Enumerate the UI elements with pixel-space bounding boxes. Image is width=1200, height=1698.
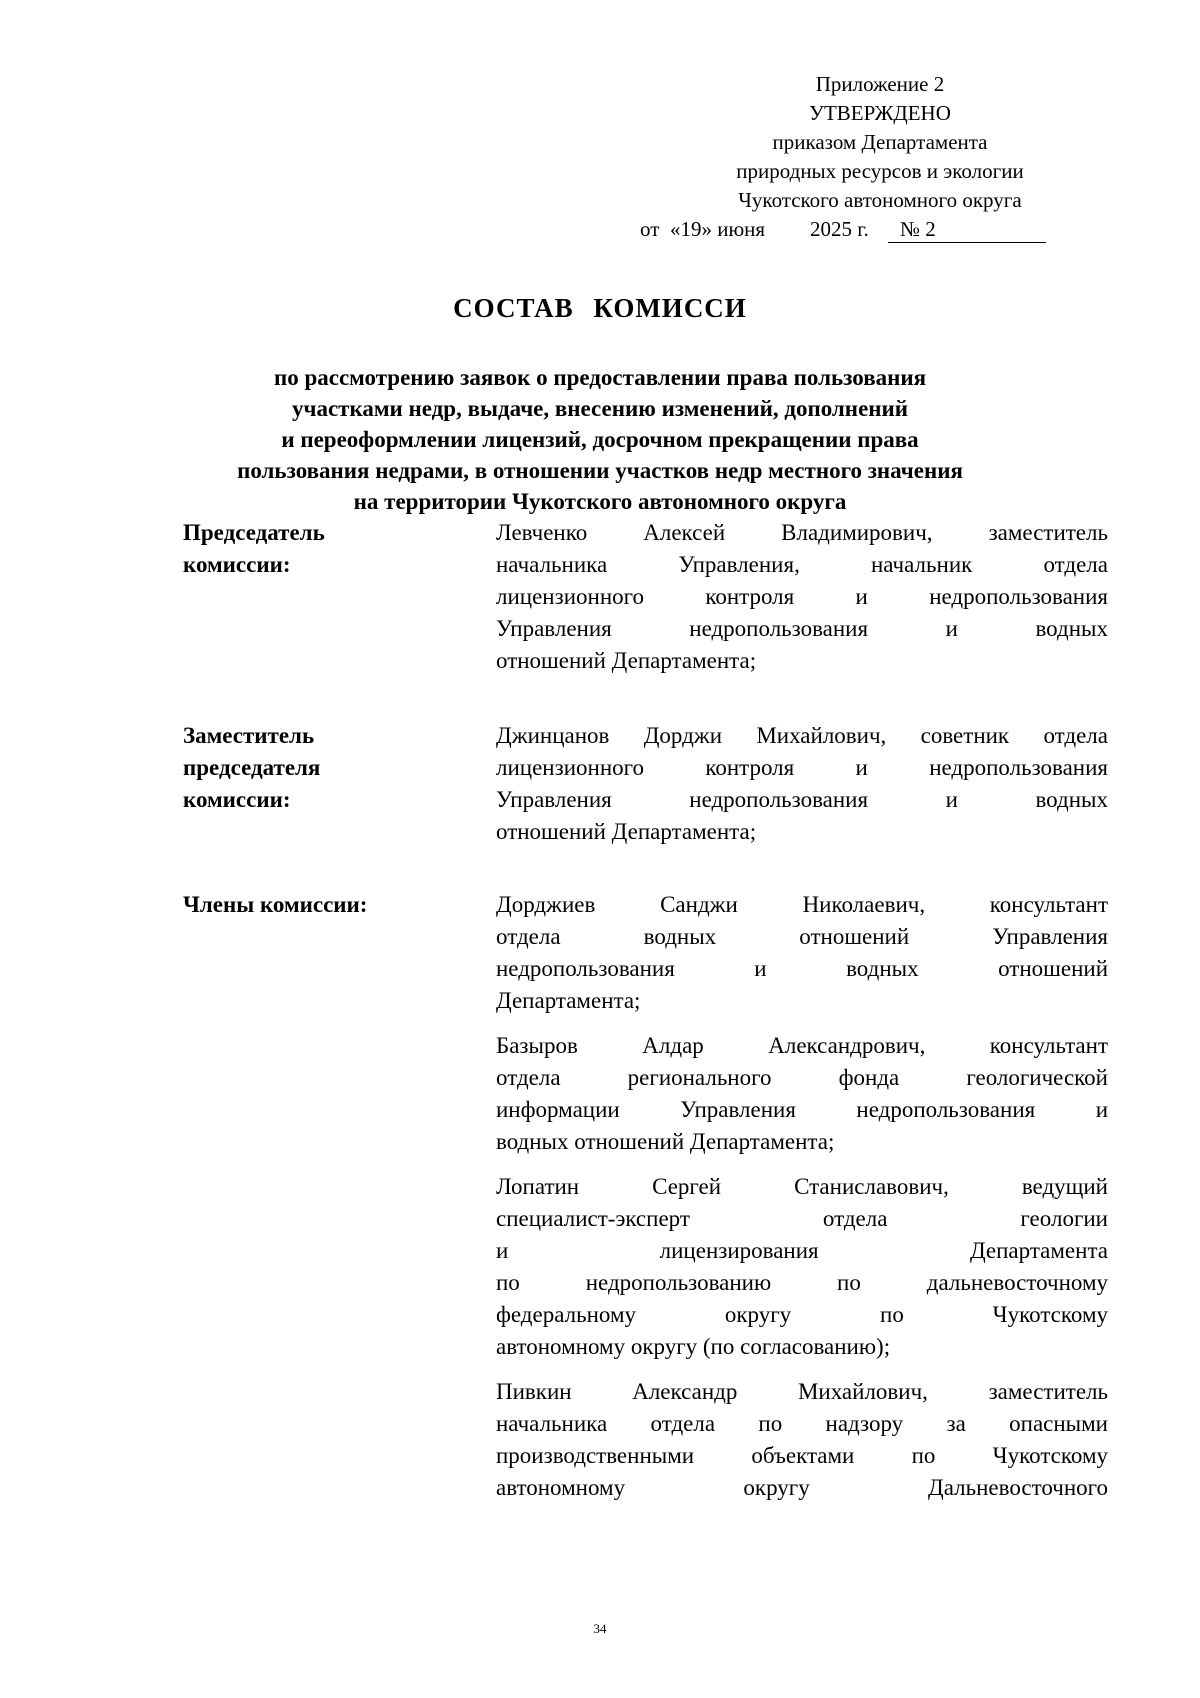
deputy-description [496, 720, 1108, 848]
desc-line: Джинцанов Дорджи Михайлович, советник отдела [496, 723, 1108, 748]
approval-line-approved: УТВЕРЖДЕНО [809, 101, 951, 125]
desc-line: Базыров Алдар Александрович, консультант [496, 1033, 1108, 1058]
member-entry [496, 1376, 1108, 1504]
desc-line: и лицензирования Департамента [496, 1238, 1108, 1263]
desc-line: начальника отдела по надзору за опасными [496, 1411, 1108, 1436]
desc-line: Управления недропользования и водных [496, 616, 1108, 641]
desc-line: по недропользованию по дальневосточному [496, 1270, 1108, 1295]
desc-line: федеральному округу по Чукотскому [496, 1302, 1108, 1327]
desc-line: специалист-эксперт отдела геологии [496, 1206, 1108, 1231]
subtitle-line: и переоформлении лицензий, досрочном прекращении права [281, 427, 919, 452]
date-year: 2025 г. [810, 217, 869, 241]
order-number: № 2 [900, 217, 936, 241]
desc-line: водных отношений Департамента; [496, 1129, 835, 1154]
desc-line: Пивкин Александр Михайлович, заместитель [496, 1379, 1108, 1404]
document-title: СОСТАВ КОМИССИ [453, 293, 747, 323]
role-line: комиссии: [183, 787, 291, 812]
members-role [183, 889, 473, 921]
role-line: председателя [183, 755, 321, 780]
desc-line: лицензионного контроля и недропользования [496, 584, 1108, 609]
deputy-role [183, 720, 473, 816]
desc-line: Дорджиев Санджи Николаевич, консультант [496, 892, 1108, 917]
approval-line-appendix: Приложение 2 [815, 72, 945, 96]
desc-line: Левченко Алексей Владимирович, заместитель [496, 520, 1108, 545]
approval-block [640, 70, 1120, 244]
approval-line-department: природных ресурсов и экологии [736, 159, 1024, 183]
desc-line: отдела водных отношений Управления [496, 924, 1108, 949]
desc-line: недропользования и водных отношений [496, 956, 1108, 981]
approval-line-order: приказом Департамента [772, 130, 988, 154]
role-line: Члены комиссии: [183, 892, 368, 917]
desc-line: лицензионного контроля и недропользования [496, 755, 1108, 780]
member-entry [496, 889, 1108, 1017]
subtitle-line: участками недр, выдаче, внесению изменений, дополнений [291, 396, 909, 421]
desc-line: информации Управления недропользования и [496, 1097, 1108, 1122]
members-list [496, 889, 1108, 1504]
desc-line: начальника Управления, начальник отдела [496, 552, 1108, 577]
approval-date-line [640, 215, 1120, 244]
subtitle-line: по рассмотрению заявок о предоставлении права пользования [273, 365, 927, 390]
date-day-month: «19» июня [670, 217, 766, 241]
chairman-description [496, 517, 1108, 677]
subtitle-line: пользования недрами, в отношении участков недр местного значения [237, 458, 963, 483]
desc-line: отношений Департамента; [496, 648, 757, 673]
desc-line: Лопатин Сергей Станиславович, ведущий [496, 1174, 1108, 1199]
document-subtitle [130, 362, 1070, 517]
page-number: 34 [593, 1621, 607, 1636]
desc-line: Управления недропользования и водных [496, 787, 1108, 812]
role-line: Заместитель [183, 723, 315, 748]
desc-line: Департамента; [496, 988, 641, 1013]
approval-line-region: Чукотского автономного округа [738, 188, 1022, 212]
chairman-role [183, 517, 473, 581]
role-line: комиссии: [183, 552, 291, 577]
member-entry [496, 1030, 1108, 1158]
desc-line: автономному округу Дальневосточного [496, 1475, 1108, 1500]
desc-line: отдела регионального фонда геологической [496, 1065, 1108, 1090]
subtitle-line: на территории Чукотского автономного округа [353, 489, 847, 514]
desc-line: производственными объектами по Чукотскому [496, 1443, 1108, 1468]
date-prefix: от [640, 217, 660, 241]
member-entry [496, 1171, 1108, 1363]
desc-line: автономному округу (по согласованию); [496, 1334, 891, 1359]
role-line: Председатель [183, 520, 325, 545]
order-number-field [888, 215, 1046, 243]
desc-line: отношений Департамента; [496, 819, 757, 844]
